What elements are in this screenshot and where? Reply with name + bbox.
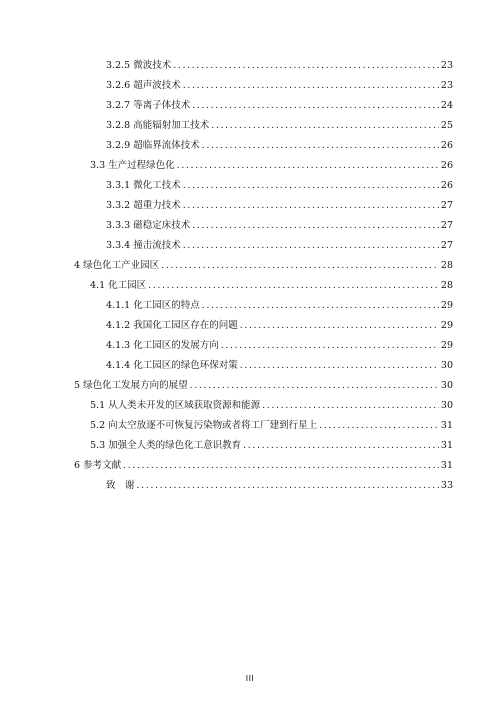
toc-entry-page: 23 [440,60,453,71]
toc-entry-label: 3.2.8 高能辐射加工技术 [106,120,210,131]
toc-entry-label: 4.1.3 化工园区的发展方向 [106,340,219,351]
dot-leader [221,340,439,352]
toc-entry-page: 28 [440,260,453,271]
dot-leader [192,220,439,232]
toc-entry-page: 30 [440,360,453,371]
toc-entry [74,260,453,272]
dot-leader [211,120,439,132]
toc-entry-label: 5.2 向太空放逐不可恢复污染物或者将工厂建到行星上 [90,420,318,431]
toc-entry-label: 4 绿色化工产业园区 [74,260,160,271]
toc-entry [106,100,453,112]
dot-leader [183,240,439,252]
toc-entry-page: 29 [440,340,453,351]
toc-entry [106,320,453,332]
toc-entry-label: 3.3.3 磁稳定床技术 [106,220,191,231]
toc-entry [106,140,453,152]
toc-entry-page: 33 [440,480,453,491]
toc-entry-page: 30 [440,380,453,391]
toc-entry-page: 31 [440,440,453,451]
dot-leader [183,80,439,92]
toc-entry-label: 4.1.2 我国化工园区存在的问题 [106,320,238,331]
toc-entry-page: 29 [440,300,453,311]
toc-entry-label: 5.3 加强全人类的绿色化工意识教育 [90,440,242,451]
dot-leader [161,260,439,272]
toc-entry-label: 5.1 从人类未开发的区域获取资源和能源 [90,400,261,411]
dot-leader [123,460,439,472]
dot-leader [190,380,439,392]
toc-entry [106,360,453,372]
toc-entry-page: 29 [440,320,453,331]
dot-leader [173,60,439,72]
page-number: III [245,674,255,683]
toc-entry-page: 23 [440,80,453,91]
dot-leader [148,280,439,292]
toc-entry-label: 4.1.4 化工园区的绿色环保对策 [106,360,238,371]
toc-entry-page: 31 [440,460,453,471]
toc-entry [74,380,453,392]
toc-entry-label: 3.2.6 超声波技术 [106,80,181,91]
toc-entry [90,400,453,412]
toc-entry [106,480,453,492]
toc-entry [106,300,453,312]
toc-entry-page: 26 [440,180,453,191]
dot-leader [202,140,439,152]
dot-leader [202,300,439,312]
toc-entry [106,220,453,232]
toc-entry-label: 6 参考文献 [74,460,122,471]
dot-leader [243,440,439,452]
toc-entry-label: 3.3.1 微化工技术 [106,180,181,191]
toc-entry-page: 27 [440,220,453,231]
toc-entry-page: 25 [440,120,453,131]
dot-leader [183,180,439,192]
toc-entry-page: 31 [440,420,453,431]
toc-entry-label: 3.3 生产过程绿色化 [90,160,175,171]
toc-entry-page: 26 [440,140,453,151]
toc-entry-page: 27 [440,200,453,211]
toc-entry [90,440,453,452]
dot-leader [240,360,439,372]
dot-leader [319,420,439,432]
toc-entry [90,280,453,292]
toc-entry-label: 3.2.7 等离子体技术 [106,100,191,111]
toc-entry-page: 24 [440,100,453,111]
toc-entry-label: 5 绿色化工发展方向的展望 [74,380,188,391]
toc-entry-label: 3.2.9 超临界流体技术 [106,140,200,151]
dot-leader [183,200,439,212]
toc-entry [90,160,453,172]
toc-entry [106,180,453,192]
toc-entry [106,120,453,132]
toc-entry [106,200,453,212]
dot-leader [192,100,439,112]
toc-entry [90,420,453,432]
dot-leader [177,160,439,172]
toc-entry-page: 30 [440,400,453,411]
toc-entry [106,80,453,92]
dot-leader [262,400,439,412]
toc-entry-label: 3.3.4 撞击流技术 [106,240,181,251]
toc-entry-label: 3.3.2 超重力技术 [106,200,181,211]
toc-entry [106,340,453,352]
toc-entry-page: 28 [440,280,453,291]
toc-entry-label: 4.1.1 化工园区的特点 [106,300,200,311]
toc-entry-page: 26 [440,160,453,171]
toc-entry-page: 27 [440,240,453,251]
toc-entry [106,60,453,72]
toc-entry-label: 3.2.5 微波技术 [106,60,172,71]
toc-entry [74,460,453,472]
toc-entry-label: 4.1 化工园区 [90,280,147,291]
toc-entry-label: 致 谢 [106,480,135,491]
dot-leader [240,320,439,332]
dot-leader [137,480,439,492]
toc-entry [106,240,453,252]
